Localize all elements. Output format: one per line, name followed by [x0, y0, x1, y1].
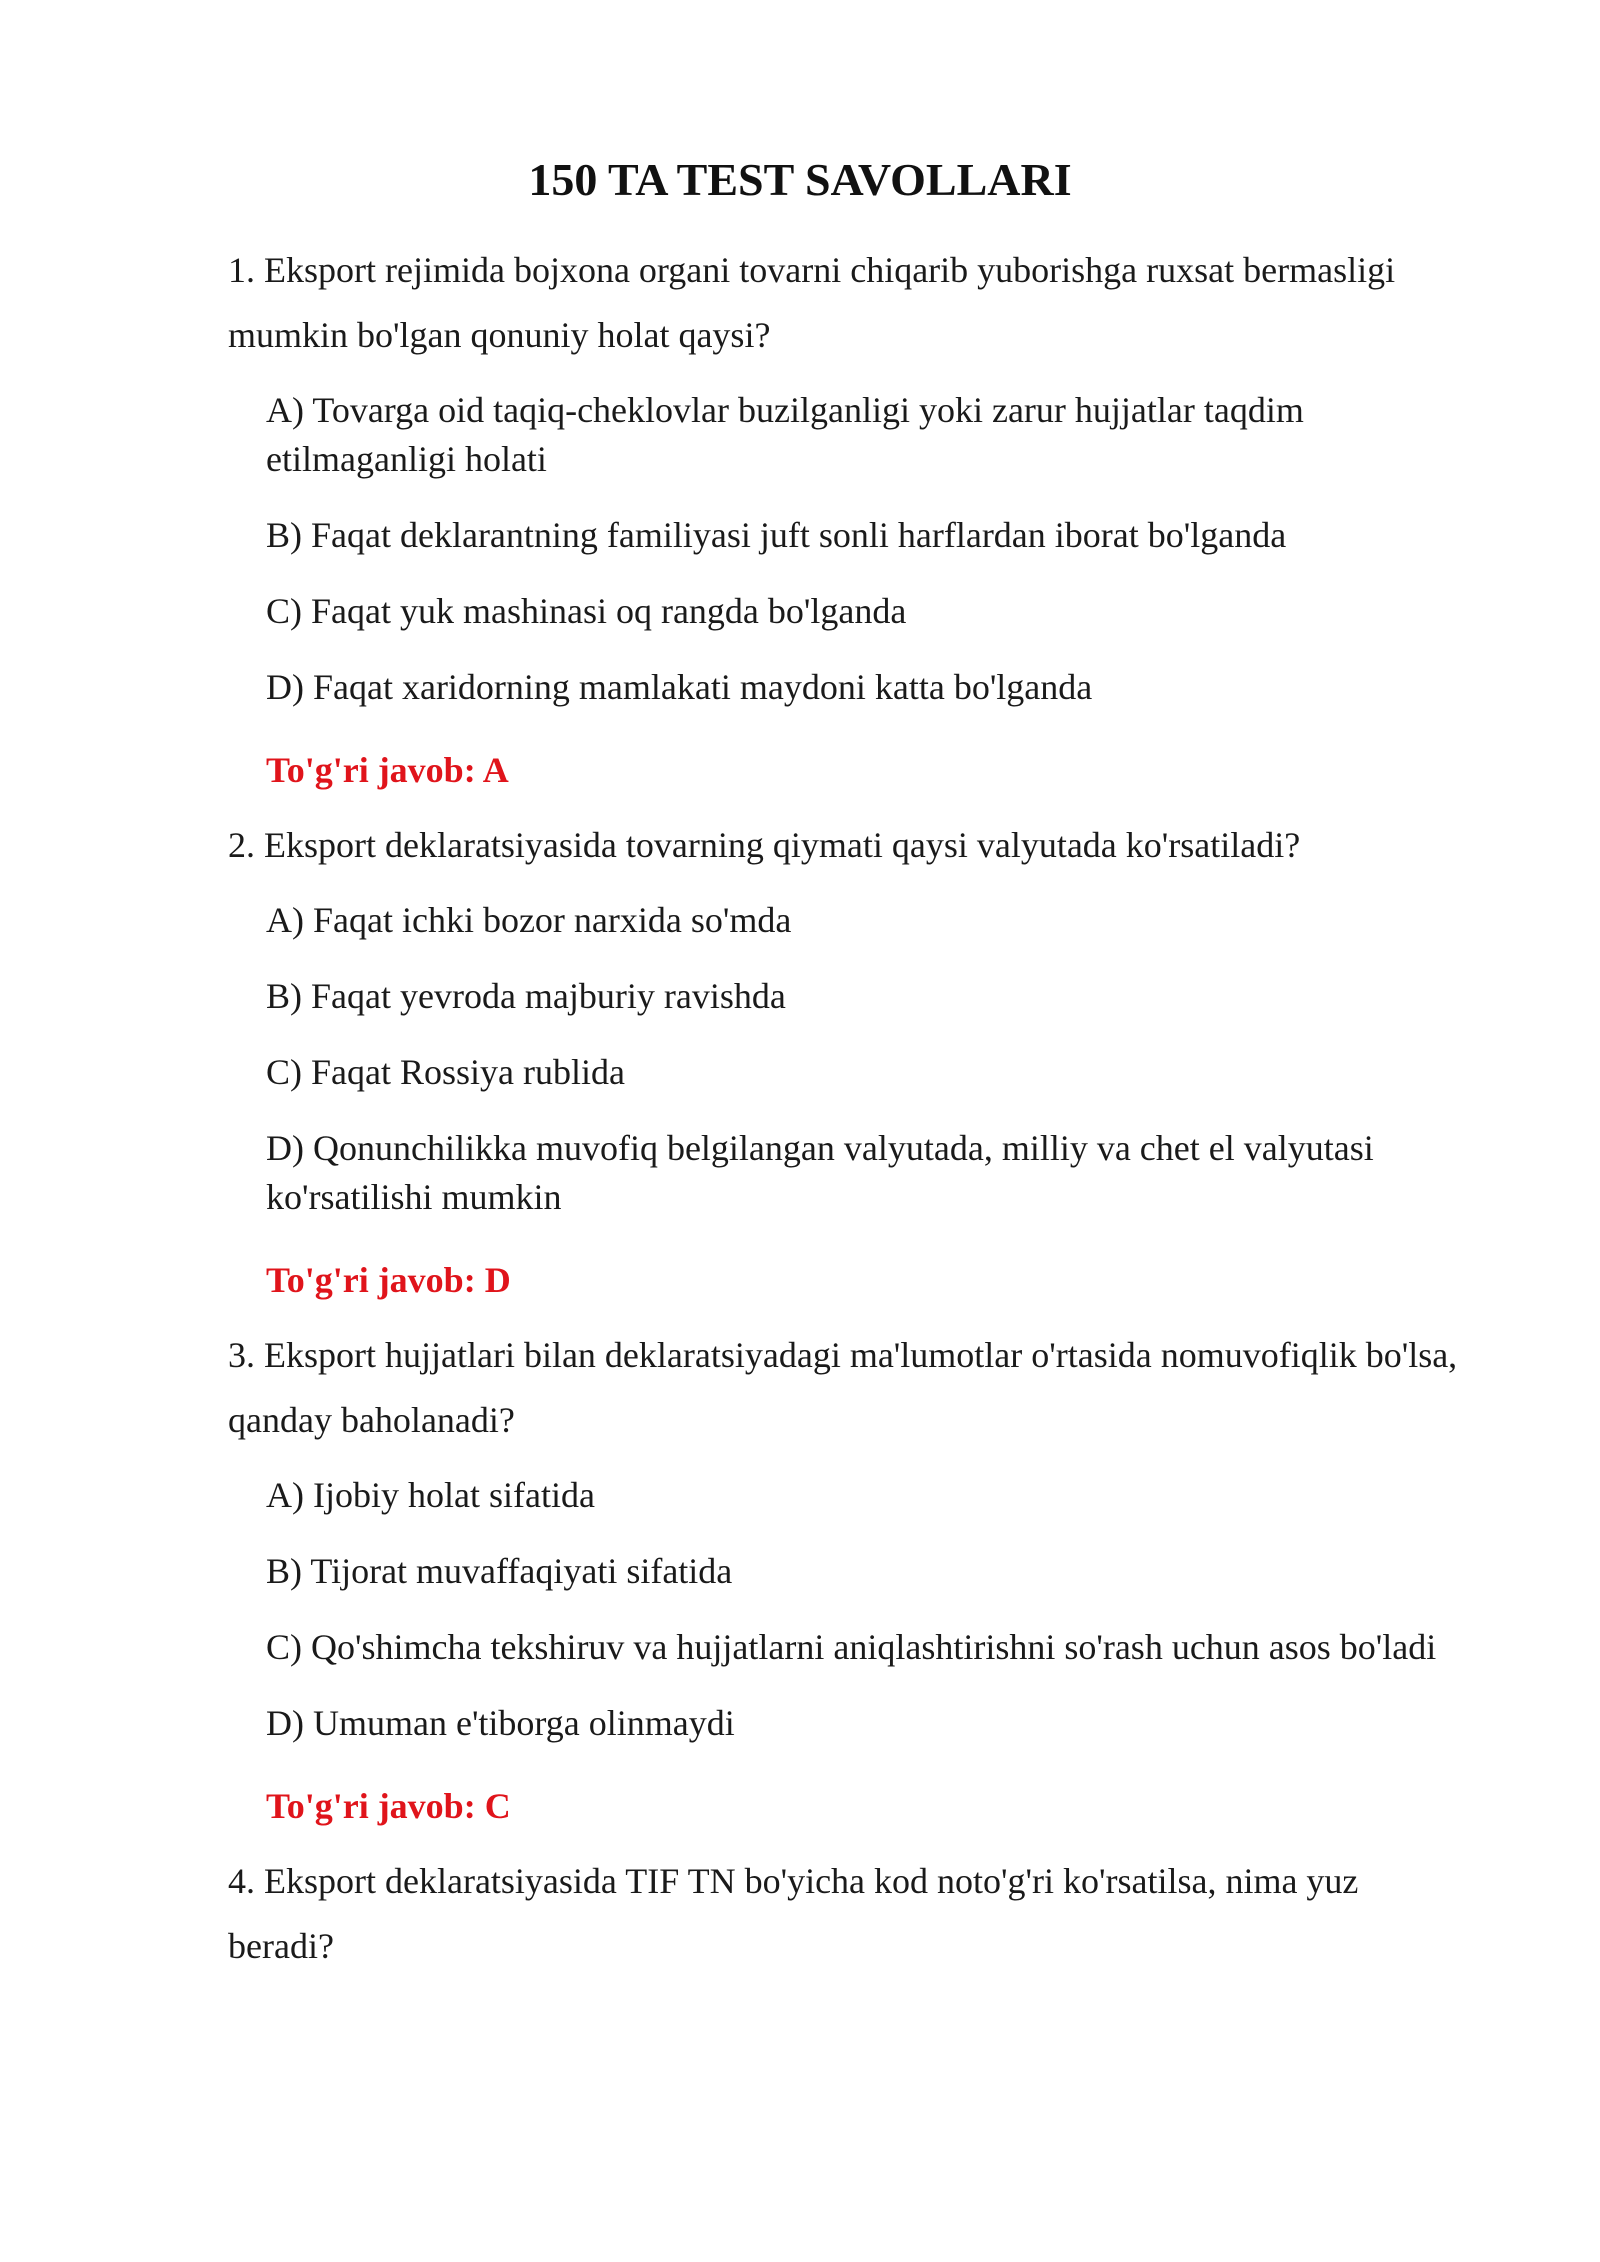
question-block: [228, 1849, 1468, 1979]
option-a: A) Faqat ichki bozor narxida so'mda: [266, 900, 792, 940]
answer-label: To'g'ri javob:: [266, 1786, 476, 1826]
option-a: A) Ijobiy holat sifatida: [266, 1475, 595, 1515]
option-b: B) Tijorat muvaffaqiyati sifatida: [266, 1551, 733, 1591]
option-a: A) Tovarga oid taqiq-cheklovlar buzilganligi yoki zarur hujjatlar taqdim etilmaganligi holati: [266, 390, 1304, 479]
option-list: [266, 386, 1468, 712]
page-title: 150 TA TEST SAVOLLARI: [528, 154, 1072, 205]
answer-label: To'g'ri javob:: [266, 1260, 476, 1300]
question-block: [228, 813, 1468, 1311]
option-list: [266, 1471, 1468, 1748]
correct-answer: [266, 739, 1468, 801]
option-c: C) Faqat Rossiya rublida: [266, 1052, 625, 1092]
option-d: D) Faqat xaridorning mamlakati maydoni katta bo'lganda: [266, 667, 1093, 707]
question-block: [228, 1323, 1468, 1837]
option-b: B) Faqat deklarantning familiyasi juft sonli harflardan iborat bo'lganda: [266, 515, 1287, 555]
answer-letter: A: [482, 750, 509, 790]
question-text: 4. Eksport deklaratsiyasida TIF TN bo'yicha kod noto'g'ri ko'rsatilsa, nima yuz beradi?: [228, 1861, 1359, 1966]
correct-answer: [266, 1249, 1468, 1311]
option-c: C) Qo'shimcha tekshiruv va hujjatlarni aniqlashtirishni so'rash uchun asos bo'ladi: [266, 1627, 1437, 1667]
correct-answer: [266, 1775, 1468, 1837]
question-text: 3. Eksport hujjatlari bilan deklaratsiyadagi ma'lumotlar o'rtasida nomuvofiqlik bo'lsa, qanday baholanadi?: [228, 1335, 1458, 1440]
question-block: [228, 238, 1468, 801]
option-d: D) Umuman e'tiborga olinmaydi: [266, 1703, 735, 1743]
option-d: D) Qonunchilikka muvofiq belgilangan valyutada, milliy va chet el valyutasi ko'rsatilishi mumkin: [266, 1128, 1374, 1217]
test-content: [228, 238, 1468, 1979]
question-text: 1. Eksport rejimida bojxona organi tovarni chiqarib yuborishga ruxsat bermasligi mumkin bo'lgan qonuniy holat qaysi?: [228, 250, 1396, 355]
question-text: 2. Eksport deklaratsiyasida tovarning qiymati qaysi valyutada ko'rsatiladi?: [228, 825, 1301, 865]
option-b: B) Faqat yevroda majburiy ravishda: [266, 976, 786, 1016]
answer-label: To'g'ri javob:: [266, 750, 476, 790]
answer-letter: D: [484, 1260, 511, 1300]
option-list: [266, 896, 1468, 1222]
option-c: C) Faqat yuk mashinasi oq rangda bo'lganda: [266, 591, 907, 631]
answer-letter: C: [484, 1786, 511, 1826]
